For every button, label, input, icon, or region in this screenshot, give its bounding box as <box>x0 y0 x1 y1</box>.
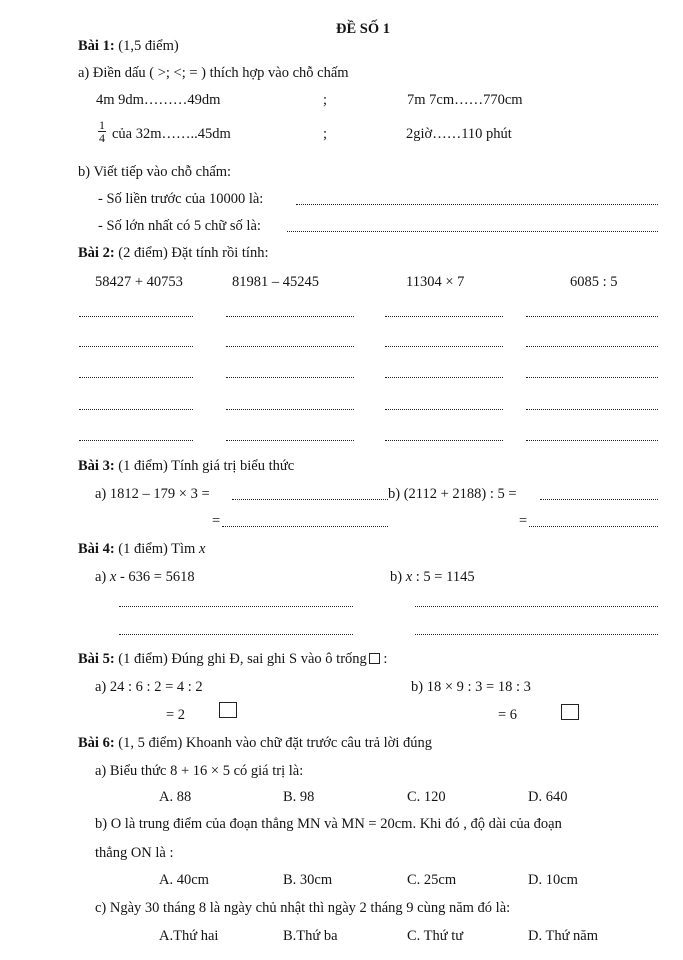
work-dotted-line <box>79 440 193 441</box>
answer-dotted-line <box>232 499 388 500</box>
bai6-instruction: (1, 5 điểm) Khoanh vào chữ đặt trước câu trả lời đúng <box>118 735 432 751</box>
bai1-separator-2: ; <box>323 126 328 142</box>
bai5-b-expression: b) 18 × 9 : 3 = 18 : 3 <box>411 679 531 695</box>
work-dotted-line <box>526 346 658 347</box>
answer-dotted-line <box>529 526 658 527</box>
bai6-a-option-b[interactable]: B. 98 <box>283 789 315 805</box>
bai1-b-instruction: b) Viết tiếp vào chỗ chấm: <box>78 164 232 180</box>
answer-dotted-line <box>415 606 658 607</box>
bai2-op-4: 6085 : 5 <box>570 274 618 290</box>
bai1-item-1: 4m 9dm………49dm <box>96 92 221 108</box>
work-dotted-line <box>226 346 354 347</box>
bai1-heading <box>78 37 179 55</box>
bai6-heading <box>78 734 432 752</box>
bai3-a-equals: = <box>212 513 221 529</box>
bai4-heading <box>78 540 205 558</box>
bai5-a-expression: a) 24 : 6 : 2 = 4 : 2 <box>95 679 203 695</box>
exam-title: ĐỀ SỐ 1 <box>336 21 390 37</box>
bai5-label: Bài 5: <box>78 651 115 667</box>
bai1-points: (1,5 điểm) <box>118 38 179 54</box>
work-dotted-line <box>526 409 658 410</box>
bai2-label: Bài 2: <box>78 245 115 261</box>
work-dotted-line <box>226 440 354 441</box>
bai4-a-variable: x <box>109 569 117 585</box>
work-dotted-line <box>79 346 193 347</box>
bai3-a-expression: a) 1812 – 179 × 3 = <box>95 486 210 502</box>
bai6-c-option-a[interactable]: A.Thứ hai <box>159 928 219 944</box>
answer-dotted-line <box>296 204 658 205</box>
bai6-b-option-d[interactable]: D. 10cm <box>528 872 578 888</box>
bai5-b-answer-box[interactable] <box>561 704 579 720</box>
work-dotted-line <box>79 316 193 317</box>
fraction-numerator: 1 <box>99 118 105 132</box>
bai5-a-result: = 2 <box>166 707 186 723</box>
bai6-label: Bài 6: <box>78 735 115 751</box>
bai3-instruction: (1 điểm) Tính giá trị biểu thức <box>118 458 295 474</box>
bai3-label: Bài 3: <box>78 458 115 474</box>
bai1-a-instruction: a) Điền dấu ( >; <; = ) thích hợp vào chỗ chấm <box>78 65 349 81</box>
empty-square-icon <box>369 653 380 664</box>
bai1-b-line-2: - Số lớn nhất có 5 chữ số là: <box>98 218 261 234</box>
work-dotted-line <box>526 377 658 378</box>
bai2-heading <box>78 244 269 262</box>
work-dotted-line <box>385 346 503 347</box>
bai6-a-option-c[interactable]: C. 120 <box>407 789 446 805</box>
answer-dotted-line <box>222 526 388 527</box>
work-dotted-line <box>79 377 193 378</box>
bai4-b-variable: x <box>405 569 413 585</box>
bai6-b-option-a[interactable]: A. 40cm <box>159 872 209 888</box>
bai6-b-option-c[interactable]: C. 25cm <box>407 872 457 888</box>
bai4-a-prefix: a) <box>95 569 107 585</box>
work-dotted-line <box>385 316 503 317</box>
bai6-question-b-line-1: b) O là trung điểm của đoạn thẳng MN và MN = 20cm. Khi đó , độ dài của đoạn <box>95 816 562 832</box>
bai5-instruction: (1 điểm) Đúng ghi Đ, sai ghi S vào ô trống <box>118 651 367 667</box>
bai6-question-b-line-2: thẳng ON là : <box>95 845 174 861</box>
work-dotted-line <box>385 409 503 410</box>
bai4-a-rest: - 636 = 5618 <box>119 569 195 585</box>
bai5-b-result: = 6 <box>498 707 518 723</box>
bai2-op-1: 58427 + 40753 <box>95 274 183 290</box>
bai5-heading <box>78 650 387 668</box>
bai4-instruction: (1 điểm) Tìm <box>118 541 196 557</box>
bai6-a-option-d[interactable]: D. 640 <box>528 789 568 805</box>
bai4-label: Bài 4: <box>78 541 115 557</box>
bai6-question-a: a) Biểu thức 8 + 16 × 5 có giá trị là: <box>95 763 304 779</box>
bai1-label: Bài 1: <box>78 38 115 54</box>
bai4-b-rest: : 5 = 1145 <box>415 569 475 585</box>
bai6-question-c: c) Ngày 30 tháng 8 là ngày chủ nhật thì ngày 2 tháng 9 cùng năm đó là: <box>95 900 511 916</box>
bai5-a-answer-box[interactable] <box>219 702 237 718</box>
bai1-item-3: của 32m……..45dm <box>112 126 231 142</box>
work-dotted-line <box>385 440 503 441</box>
bai4-a-equation <box>95 568 195 586</box>
bai4-b-equation <box>390 568 475 586</box>
work-dotted-line <box>385 377 503 378</box>
bai2-instruction: (2 điểm) Đặt tính rồi tính: <box>118 245 269 261</box>
bai4-variable: x <box>198 541 206 557</box>
answer-dotted-line <box>119 606 353 607</box>
bai6-b-option-b[interactable]: B. 30cm <box>283 872 333 888</box>
work-dotted-line <box>226 409 354 410</box>
answer-dotted-line <box>540 499 658 500</box>
work-dotted-line <box>226 377 354 378</box>
work-dotted-line <box>526 316 658 317</box>
bai1-separator-1: ; <box>323 92 328 108</box>
bai5-colon: : <box>383 651 388 667</box>
bai1-item-4: 2giờ……110 phút <box>406 126 512 142</box>
answer-dotted-line <box>287 231 658 232</box>
work-dotted-line <box>226 316 354 317</box>
bai2-op-2: 81981 – 45245 <box>232 274 319 290</box>
bai1-b-line-1: - Số liền trước của 10000 là: <box>98 191 264 207</box>
bai2-op-3: 11304 × 7 <box>406 274 465 290</box>
answer-dotted-line <box>415 634 658 635</box>
bai3-heading <box>78 457 294 475</box>
bai1-fraction <box>98 119 106 144</box>
work-dotted-line <box>526 440 658 441</box>
work-dotted-line <box>79 409 193 410</box>
bai3-b-expression: b) (2112 + 2188) : 5 = <box>388 486 517 502</box>
bai4-b-prefix: b) <box>390 569 403 585</box>
bai6-c-option-d[interactable]: D. Thứ năm <box>528 928 599 944</box>
bai6-c-option-c[interactable]: C. Thứ tư <box>407 928 464 944</box>
bai6-a-option-a[interactable]: A. 88 <box>159 789 192 805</box>
answer-dotted-line <box>119 634 353 635</box>
bai6-c-option-b[interactable]: B.Thứ ba <box>283 928 338 944</box>
fraction-denominator: 4 <box>99 131 105 145</box>
bai3-b-equals: = <box>519 513 528 529</box>
bai1-item-2: 7m 7cm……770cm <box>407 92 523 108</box>
